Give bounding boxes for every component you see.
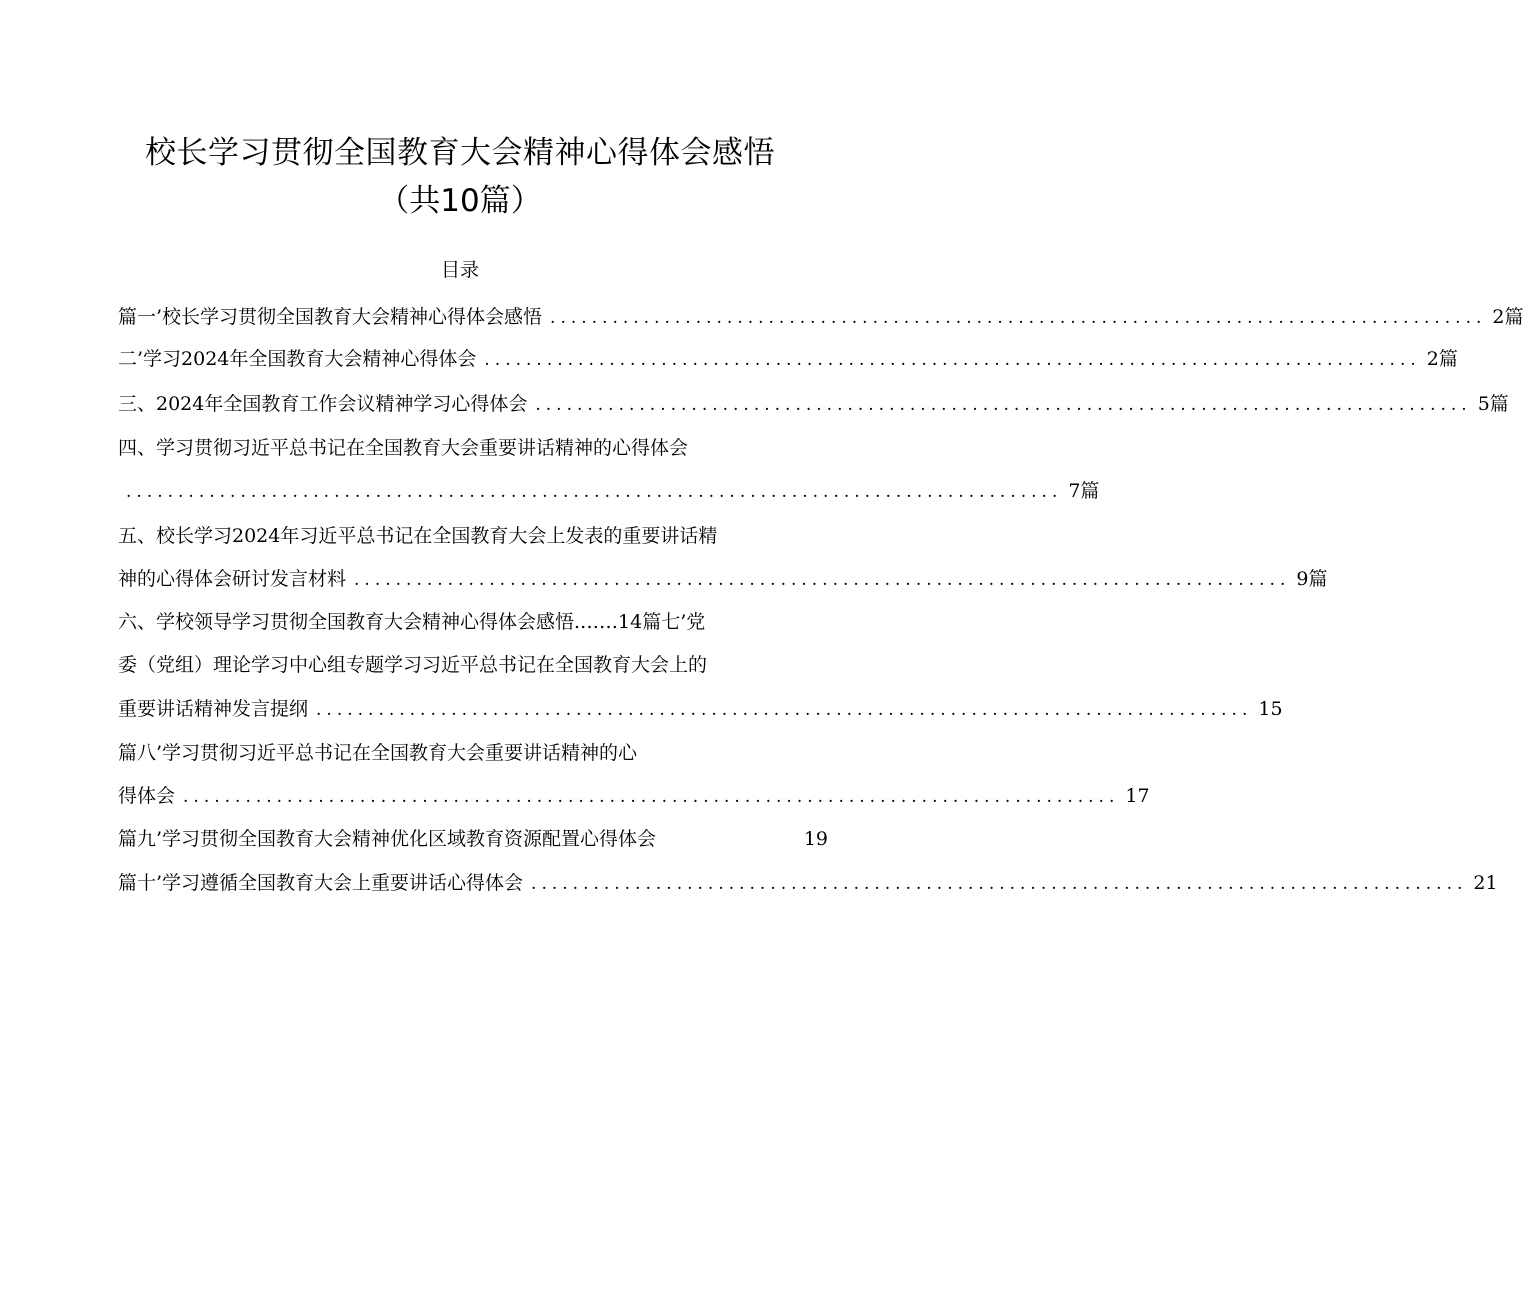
document-subtitle: （共10篇）	[378, 183, 542, 219]
toc-leader-dots: ..........................................................................................	[484, 350, 1421, 370]
toc-entry-3[interactable]	[118, 389, 1509, 419]
toc-entry-page: 7篇	[1068, 480, 1100, 502]
toc-entry-10[interactable]	[118, 868, 1498, 898]
toc-entry-text: 得体会	[118, 785, 176, 807]
toc-entry-text: 篇九’学习贯彻全国教育大会精神优化区域教育资源配置心得体会	[118, 828, 657, 850]
toc-entry-text: 篇十’学习遵循全国教育大会上重要讲话心得体会	[118, 872, 524, 894]
toc-entry-text: 重要讲话精神发言提纲	[118, 698, 309, 720]
toc-entry-5-line1[interactable]: 五、校长学习2024年习近平总书记在全国教育大会上发表的重要讲话精	[118, 525, 718, 547]
toc-entry-text: 三、2024年全国教育工作会议精神学习心得体会	[118, 393, 528, 415]
toc-entry-7[interactable]	[118, 694, 1283, 724]
toc-entry-page: 2篇	[1426, 348, 1458, 370]
toc-entry-page: 2篇	[1492, 306, 1523, 328]
toc-leader-dots: ..........................................................................................	[354, 570, 1291, 590]
toc-leader-dots: ..........................................................................................	[535, 395, 1472, 415]
toc-entry-page: 17	[1125, 785, 1150, 807]
toc-entry-5[interactable]	[118, 564, 1328, 594]
toc-leader-dots: ..........................................................................................	[531, 874, 1468, 894]
toc-entry-8[interactable]	[118, 781, 1150, 811]
toc-heading: 目录	[440, 259, 479, 281]
toc-entry-4-line1[interactable]: 四、学习贯彻习近平总书记在全国教育大会重要讲话精神的心得体会	[118, 437, 689, 459]
toc-entry-6-line1[interactable]: 六、学校领导学习贯彻全国教育大会精神心得体会感悟.……14篇七’党	[118, 611, 706, 633]
toc-entry-text: 篇一’校长学习贯彻全国教育大会精神心得体会感悟	[118, 306, 543, 328]
toc-entry-text: 二’学习2024年全国教育大会精神心得体会	[118, 348, 477, 370]
toc-entry-page: 5篇	[1477, 393, 1509, 415]
toc-entry-9[interactable]	[118, 824, 828, 854]
toc-entry-7-line2[interactable]: 委（党组）理论学习中心组专题学习习近平总书记在全国教育大会上的	[118, 654, 708, 676]
toc-entry-text: 神的心得体会研讨发言材料	[118, 568, 347, 590]
toc-leader-dots: ..........................................................................................	[550, 308, 1487, 328]
toc-entry-page: 15	[1258, 698, 1283, 720]
toc-entry-page: 21	[1473, 872, 1498, 894]
toc-entry-page: 9篇	[1296, 568, 1328, 590]
toc-leader-dots: ..........................................................................................	[126, 482, 1063, 502]
toc-leader-dots: ..........................................................................................	[183, 787, 1120, 807]
toc-entry-page: 19	[803, 828, 828, 850]
toc-leader-dots: ..........................................................................................	[316, 700, 1253, 720]
toc-entry-2[interactable]	[118, 344, 1458, 374]
toc-entry-4[interactable]	[118, 476, 1100, 506]
toc-entry-8-line1[interactable]: 篇八’学习贯彻习近平总书记在全国教育大会重要讲话精神的心	[118, 742, 638, 764]
document-title: 校长学习贯彻全国教育大会精神心得体会感悟	[145, 135, 775, 171]
toc-entry-1[interactable]	[118, 302, 1523, 332]
